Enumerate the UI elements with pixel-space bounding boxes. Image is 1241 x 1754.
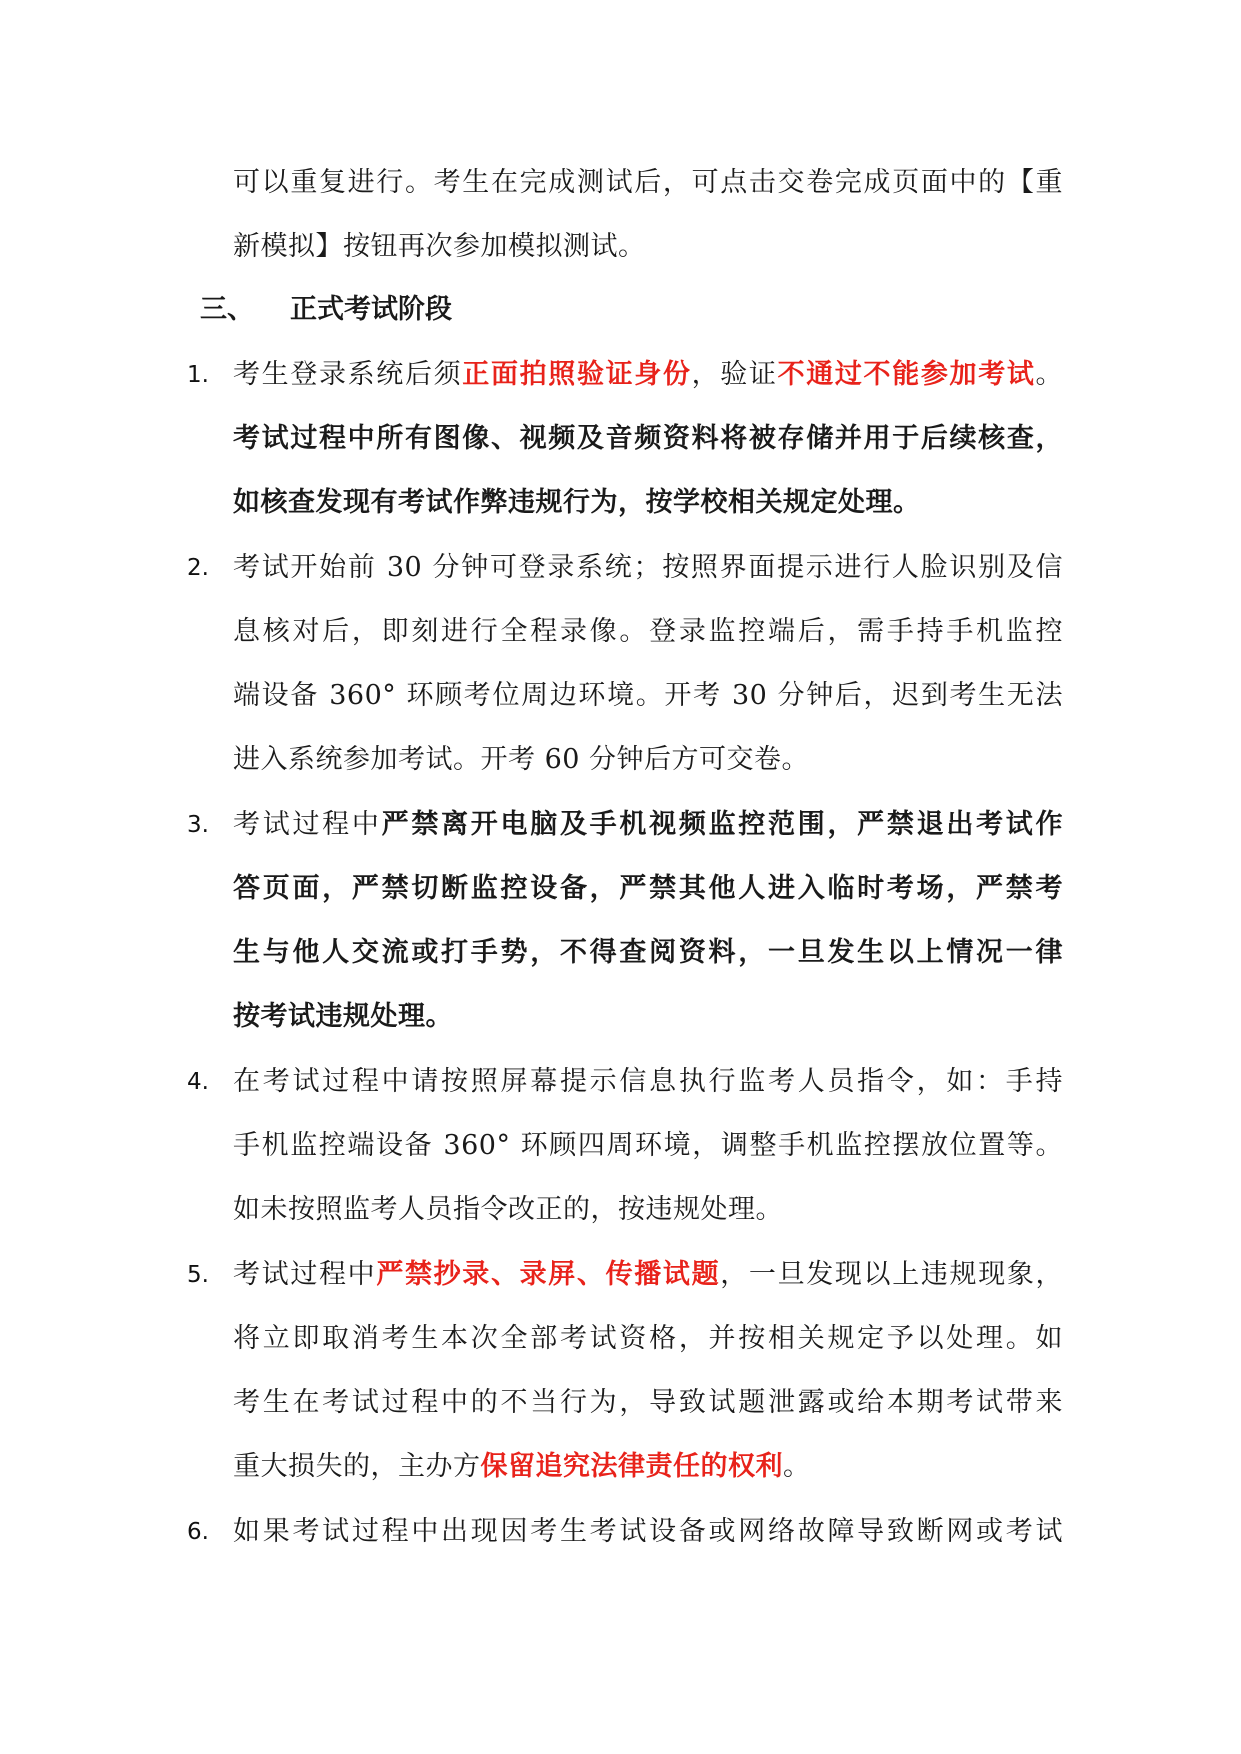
intro-line-2: 新模拟】按钮再次参加模拟测试。 xyxy=(233,231,646,262)
item-5-text-a: 考试过程中 xyxy=(233,1259,377,1290)
item-5-line-1 xyxy=(233,1253,1063,1297)
item-4-number: 4. xyxy=(187,1069,209,1095)
item-5-text-c: ，一旦发现以上违规现象， xyxy=(720,1259,1064,1290)
item-5-line-2: 将立即取消考生本次全部考试资格，并按相关规定予以处理。如 xyxy=(233,1323,1063,1354)
item-5-text-4c: 。 xyxy=(783,1451,811,1482)
item-5-highlight-legal: 保留追究法律责任的权利 xyxy=(480,1451,783,1482)
item-4-line-2: 手机监控端设备 360° 环顾四周环境，调整手机监控摆放位置等。 xyxy=(233,1130,1063,1161)
section-heading xyxy=(200,288,452,332)
item-3-text-a: 考试过程中 xyxy=(233,809,382,840)
item-1-text-a: 考生登录系统后须 xyxy=(233,359,463,390)
item-1-line-3: 如核查发现有考试作弊违规行为，按学校相关规定处理。 xyxy=(233,487,921,518)
item-4-line-3: 如未按照监考人员指令改正的，按违规处理。 xyxy=(233,1194,783,1225)
item-1-text-c: ，验证 xyxy=(691,359,778,390)
item-1-highlight-photo: 正面拍照验证身份 xyxy=(462,359,692,390)
section-number: 三、 xyxy=(200,294,254,325)
item-5-line-3: 考生在考试过程中的不当行为，导致试题泄露或给本期考试带来 xyxy=(233,1387,1063,1418)
item-2-line-1: 考试开始前 30 分钟可登录系统；按照界面提示进行人脸识别及信 xyxy=(233,552,1063,583)
item-6-line-1: 如果考试过程中出现因考生考试设备或网络故障导致断网或考试 xyxy=(233,1516,1063,1547)
item-5-number: 5. xyxy=(187,1262,209,1288)
item-5-text-4a: 重大损失的，主办方 xyxy=(233,1451,481,1482)
item-1-line-1 xyxy=(233,353,1063,397)
item-3-bold-prohibit: 严禁离开电脑及手机视频监控范围，严禁退出考试作 xyxy=(381,809,1064,840)
item-2-line-3: 端设备 360° 环顾考位周边环境。开考 30 分钟后，迟到考生无法 xyxy=(233,680,1063,711)
item-2-line-2: 息核对后，即刻进行全程录像。登录监控端后，需手持手机监控 xyxy=(233,616,1063,647)
item-1-number: 1. xyxy=(187,362,209,388)
item-5-highlight-copy: 严禁抄录、录屏、传播试题 xyxy=(376,1259,721,1290)
section-title: 正式考试阶段 xyxy=(290,294,452,325)
item-5-line-4 xyxy=(233,1445,1063,1489)
item-3-line-3: 生与他人交流或打手势，不得查阅资料，一旦发生以上情况一律 xyxy=(233,937,1063,968)
item-4-line-1: 在考试过程中请按照屏幕提示信息执行监考人员指令，如：手持 xyxy=(233,1066,1063,1097)
intro-line-1: 可以重复进行。考生在完成测试后，可点击交卷完成页面中的【重 xyxy=(233,167,1063,198)
item-6-number: 6. xyxy=(187,1519,209,1545)
item-2-number: 2. xyxy=(187,555,209,581)
item-1-highlight-fail: 不通过不能参加考试 xyxy=(777,359,1036,390)
item-3-line-1 xyxy=(233,803,1063,847)
item-1-text-e: 。 xyxy=(1035,359,1064,390)
item-1-line-2: 考试过程中所有图像、视频及音频资料将被存储并用于后续核查， xyxy=(233,423,1063,454)
item-3-line-4: 按考试违规处理。 xyxy=(233,1001,453,1032)
item-3-number: 3. xyxy=(187,812,209,838)
item-2-line-4: 进入系统参加考试。开考 60 分钟后方可交卷。 xyxy=(233,744,810,775)
item-3-line-2: 答页面，严禁切断监控设备，严禁其他人进入临时考场，严禁考 xyxy=(233,873,1063,904)
